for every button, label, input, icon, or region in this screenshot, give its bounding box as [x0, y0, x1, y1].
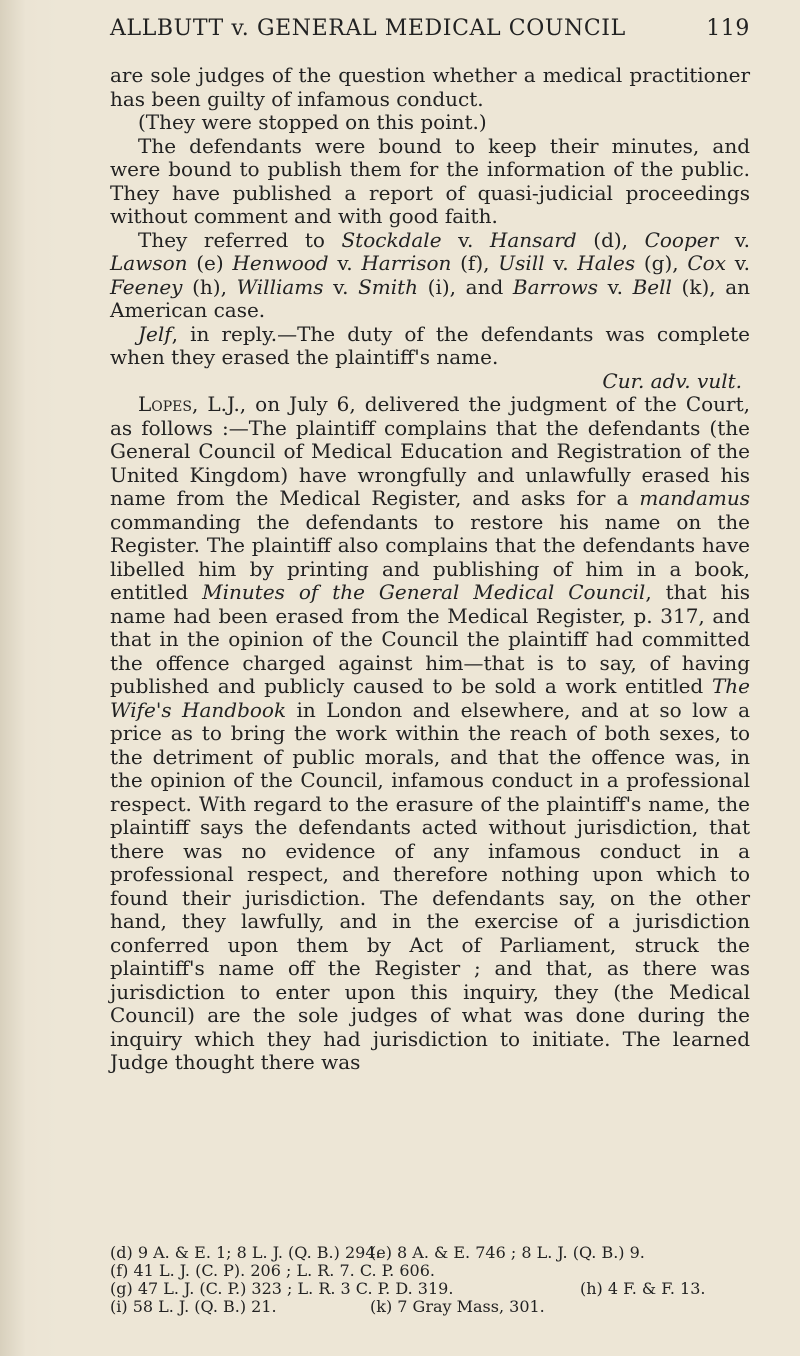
footnote: (e) 8 A. & E. 746 ; 8 L. J. (Q. B.) 9. — [370, 1243, 645, 1262]
footnote: (g) 47 L. J. (C. P.) 323 ; L. R. 3 C. P. D. 319. — [110, 1279, 454, 1298]
case-name: Smith — [358, 274, 419, 299]
text: v. — [598, 274, 633, 299]
paragraph-1: are sole judges of the question whether a medical practitioner has been guilty of infamous conduct. — [110, 63, 750, 111]
book-title: Minutes of the General Medical Council — [202, 580, 646, 604]
text: v. — [441, 227, 490, 252]
paragraph-judgment — [110, 393, 750, 1075]
footnote: (h) 4 F. & F. 13. — [580, 1279, 706, 1298]
text: (f), — [451, 251, 499, 275]
paragraph-4-cases — [110, 229, 750, 323]
case-name: Cooper — [644, 227, 719, 252]
footnote: (f) 41 L. J. (C. P). 206 ; L. R. 7. C. P. 606. — [110, 1261, 435, 1280]
text: , in reply.—The duty of the defendants was complete when they erased the plaintiff's name. — [110, 321, 750, 369]
case-name: Cox — [687, 251, 726, 275]
text: , that his name had been erased from the Medical Register, p. 317, and that in the opinion of the Council the plaintiff had committed the offence charged against him—that is to say, of having published and publicly caused to be sold a work entitled — [110, 580, 750, 698]
case-name: Hales — [577, 251, 636, 275]
footnotes — [110, 1244, 750, 1316]
text: (h), — [182, 274, 237, 299]
footnote: (i) 58 L. J. (Q. B.) 21. — [110, 1297, 277, 1316]
text: v. — [544, 251, 578, 275]
case-name: Harrison — [361, 251, 452, 275]
footnote: (k) 7 Gray Mass, 301. — [370, 1297, 545, 1316]
text: (e) — [187, 251, 233, 275]
text: (d), — [576, 227, 645, 252]
text: v. — [726, 251, 751, 275]
paragraph-2: (They were stopped on this point.) — [138, 110, 487, 134]
text: v. — [328, 251, 362, 275]
footnote-row — [110, 1244, 750, 1262]
case-name: Lawson — [110, 251, 188, 275]
footnote-row — [110, 1298, 750, 1316]
latin-phrase: Cur. adv. vult. — [602, 368, 742, 393]
book-title: The Wife's Handbook — [110, 674, 750, 722]
paragraph-3: The defendants were bound to keep their minutes, and were bound to publish them for the information of the public. They have published a report of quasi-judicial proceedings without comment and with good faith. — [110, 133, 750, 228]
text: (i), and — [418, 274, 513, 299]
speaker-name: Jelf — [138, 321, 172, 346]
text: in London and elsewhere, and at so low a price as to bring the work within the reach of both sexes, to the detriment of public morals, and that the offence was, in the opinion of the Council, infamous conduct in a professional respect. With regard to the erasure of the plaintiff's name, the plaintiff says the defendants acted without jurisdiction, that there was no evidence of any infamous conduct in a professional respect, and therefore nothing upon which to found their jurisdiction. The defendants say, on the other hand, they lawfully, and in the exercise of a jurisdiction conferred upon them by Act of Parliament, struck the plaintiff's name off the Register ; and that, as there was jurisdiction to enter upon this inquiry, they (the Medical Council) are the sole judges of what was done during the inquiry which they had jurisdiction to initiate. The learned Judge thought there was — [110, 697, 751, 1074]
footnote-row — [110, 1262, 750, 1280]
judge-name: Lopes — [138, 392, 192, 416]
case-name: Barrows — [512, 274, 599, 299]
text: , L.J., on July 6, delivered the judgment of the Court, as follows :—The plaintiff complains that the defendants (the General Council of Medical Education and Registration of the United Kingdom) have wrongfully and unlawfully erased his name from the Medical Register, and asks for a — [110, 392, 750, 510]
footnote: (d) 9 A. & E. 1; 8 L. J. (Q. B.) 294. — [110, 1243, 381, 1262]
text: v. — [718, 227, 751, 252]
cur-adv-vult — [110, 370, 750, 394]
running-title: ALLBUTT v. GENERAL MEDICAL COUNCIL — [110, 16, 626, 41]
text: v. — [323, 274, 359, 299]
italic-term: mandamus — [639, 486, 750, 510]
case-name: Williams — [236, 274, 324, 299]
case-name: Feeney — [110, 274, 183, 299]
case-name: Hansard — [489, 227, 577, 252]
case-name: Stockdale — [341, 227, 442, 252]
case-name: Usill — [498, 251, 545, 275]
paragraph-5-reply — [110, 323, 750, 370]
text: They referred to — [138, 227, 342, 252]
running-header — [110, 16, 750, 56]
body-text — [110, 64, 750, 1075]
case-name: Bell — [632, 274, 672, 299]
text: commanding the defendants to restore his name on the Register. The plaintiff also complains that the defendants have libelled him by printing and publishing of him in a book, entitled — [110, 509, 750, 604]
case-name: Henwood — [232, 251, 329, 275]
footnote-row — [110, 1280, 750, 1298]
text: (k), an American case. — [110, 274, 751, 322]
text: (g), — [635, 251, 688, 275]
page-number: 119 — [706, 16, 750, 41]
